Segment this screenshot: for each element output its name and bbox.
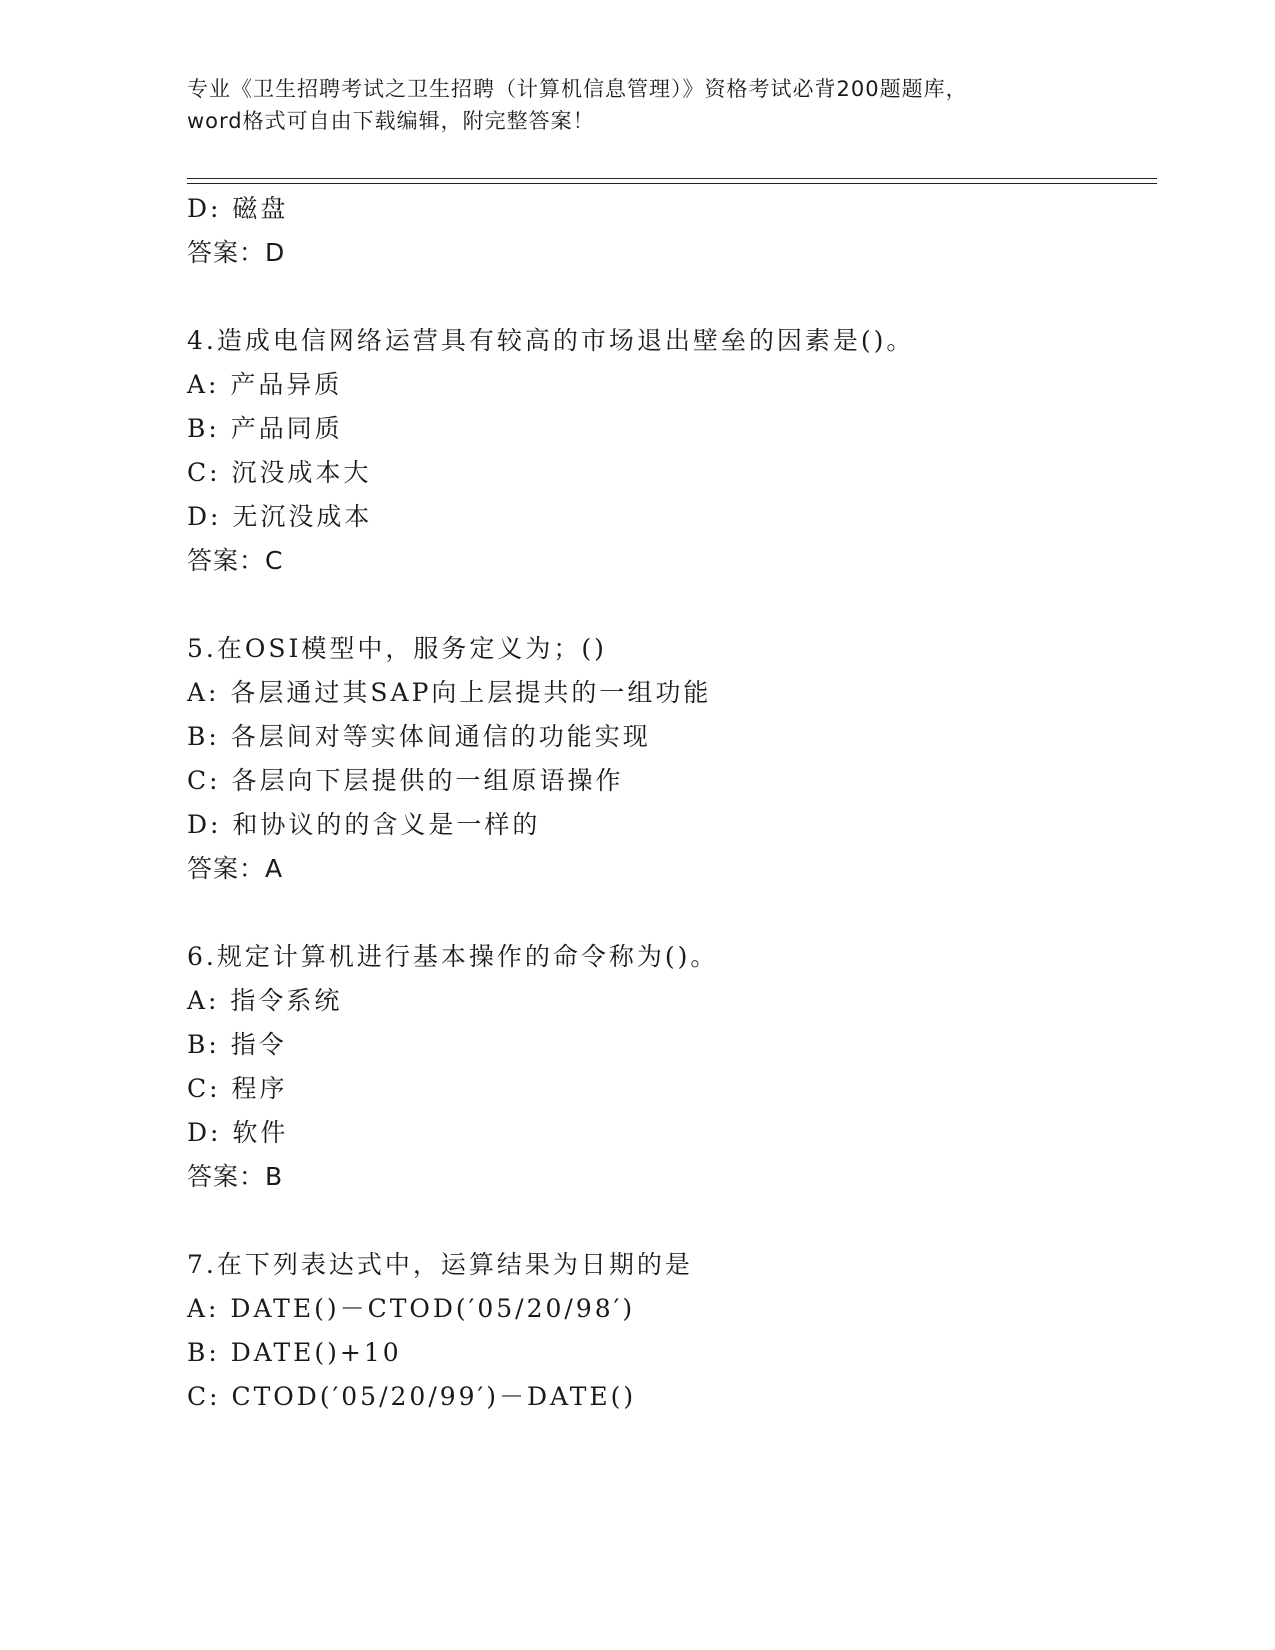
header-line-2: word格式可自由下载编辑，附完整答案！	[187, 109, 595, 133]
q4-option-a: A: 产品异质	[187, 370, 343, 399]
q7-question: 7.在下列表达式中，运算结果为日期的是	[187, 1250, 693, 1279]
q4-question: 4.造成电信网络运营具有较高的市场退出壁垒的因素是()。	[187, 326, 915, 355]
document-header	[187, 73, 1087, 137]
q7-option-c: C: CTOD(′05/20/99′)－DATE()	[187, 1382, 637, 1411]
q7-option-b: B: DATE()+10	[187, 1338, 402, 1367]
q6-option-a: A: 指令系统	[187, 986, 343, 1015]
q3-answer: 答案：D	[187, 238, 286, 267]
q6-question: 6.规定计算机进行基本操作的命令称为()。	[187, 942, 719, 971]
q5-answer: 答案：A	[187, 854, 284, 883]
q7-option-a: A: DATE()－CTOD(′05/20/98′)	[187, 1294, 636, 1323]
q5-option-d: D: 和协议的的含义是一样的	[187, 810, 541, 839]
q5-option-b: B: 各层间对等实体间通信的功能实现	[187, 722, 651, 751]
q6-option-b: B: 指令	[187, 1030, 287, 1059]
header-line-1: 专业《卫生招聘考试之卫生招聘（计算机信息管理）》资格考试必背200题题库，	[187, 77, 968, 101]
q4-option-b: B: 产品同质	[187, 414, 343, 443]
q4-option-c: C: 沉没成本大	[187, 458, 372, 487]
q4-option-d: D: 无沉没成本	[187, 502, 373, 531]
q5-question: 5.在OSI模型中，服务定义为；()	[187, 634, 607, 663]
q3-option-d: D: 磁盘	[187, 194, 289, 223]
q4-answer: 答案：C	[187, 546, 284, 575]
q5-option-a: A: 各层通过其SAP向上层提共的一组功能	[187, 678, 712, 707]
q6-answer: 答案：B	[187, 1162, 284, 1191]
header-divider-top	[187, 178, 1157, 179]
q6-option-c: C: 程序	[187, 1074, 288, 1103]
header-divider-bottom	[187, 183, 1157, 184]
q6-option-d: D: 软件	[187, 1118, 289, 1147]
q5-option-c: C: 各层向下层提供的一组原语操作	[187, 766, 624, 795]
